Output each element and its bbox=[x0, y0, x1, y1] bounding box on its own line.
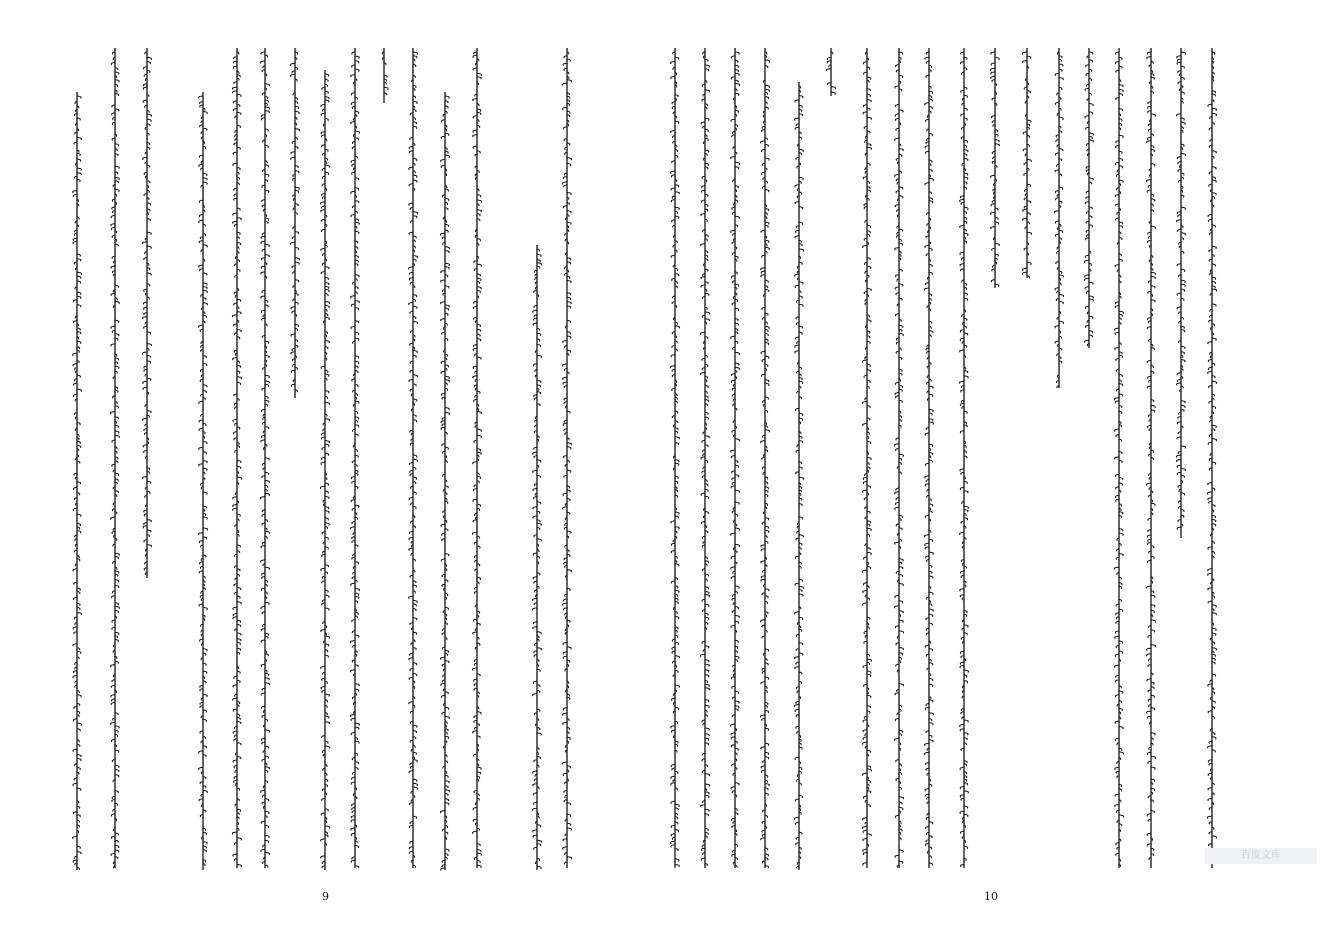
text-column bbox=[668, 48, 682, 868]
text-column bbox=[1112, 48, 1126, 868]
mongolian-text-line bbox=[824, 48, 838, 96]
mongolian-text-line bbox=[1205, 48, 1219, 868]
mongolian-text-line bbox=[377, 48, 391, 103]
mongolian-text-line bbox=[348, 48, 362, 868]
mongolian-text-line bbox=[438, 92, 452, 870]
text-column bbox=[108, 48, 122, 868]
mongolian-text-line bbox=[922, 48, 936, 868]
mongolian-text-line bbox=[230, 48, 244, 868]
mongolian-text-line bbox=[470, 48, 484, 868]
mongolian-text-line bbox=[1082, 48, 1096, 348]
text-column bbox=[70, 92, 84, 870]
text-column bbox=[957, 48, 971, 868]
page-number: 9 bbox=[322, 890, 329, 903]
text-column bbox=[470, 48, 484, 868]
text-column bbox=[377, 48, 391, 103]
text-column bbox=[530, 245, 544, 870]
text-column bbox=[406, 48, 420, 868]
mongolian-text-line bbox=[860, 48, 874, 868]
page-number: 10 bbox=[984, 890, 998, 903]
page-right bbox=[662, 0, 1324, 932]
watermark: 百度文库 bbox=[1205, 848, 1317, 864]
mongolian-text-line bbox=[1112, 48, 1126, 868]
text-column bbox=[988, 48, 1002, 288]
text-column bbox=[348, 48, 362, 868]
mongolian-text-line bbox=[108, 48, 122, 868]
text-column bbox=[1020, 48, 1034, 278]
text-column bbox=[1174, 48, 1188, 538]
text-column bbox=[728, 48, 742, 868]
text-column bbox=[1082, 48, 1096, 348]
mongolian-text-line bbox=[318, 70, 332, 870]
text-column bbox=[230, 48, 244, 868]
mongolian-text-line bbox=[406, 48, 420, 868]
text-column bbox=[860, 48, 874, 868]
mongolian-text-line bbox=[1020, 48, 1034, 278]
mongolian-text-line bbox=[988, 48, 1002, 288]
mongolian-text-line bbox=[892, 48, 906, 868]
mongolian-text-line bbox=[1174, 48, 1188, 538]
text-column bbox=[560, 48, 574, 868]
text-column bbox=[1205, 48, 1219, 868]
mongolian-text-line bbox=[1052, 48, 1066, 388]
mongolian-text-line bbox=[70, 92, 84, 870]
mongolian-text-line bbox=[957, 48, 971, 868]
mongolian-text-line bbox=[530, 245, 544, 870]
text-column bbox=[892, 48, 906, 868]
text-column bbox=[922, 48, 936, 868]
text-column bbox=[438, 92, 452, 870]
mongolian-text-line bbox=[196, 92, 210, 870]
mongolian-text-line bbox=[288, 48, 302, 398]
mongolian-text-line bbox=[560, 48, 574, 868]
mongolian-text-line bbox=[140, 48, 154, 578]
text-column bbox=[758, 48, 772, 868]
mongolian-text-line bbox=[758, 48, 772, 868]
text-column bbox=[258, 48, 272, 868]
mongolian-text-line bbox=[258, 48, 272, 868]
text-column bbox=[1144, 48, 1158, 868]
mongolian-text-line bbox=[698, 48, 712, 868]
text-column bbox=[792, 82, 806, 870]
mongolian-text-line bbox=[1144, 48, 1158, 868]
text-column bbox=[698, 48, 712, 868]
mongolian-text-line bbox=[728, 48, 742, 868]
mongolian-text-line bbox=[792, 82, 806, 870]
text-column bbox=[288, 48, 302, 398]
text-column bbox=[140, 48, 154, 578]
text-column bbox=[824, 48, 838, 96]
mongolian-text-line bbox=[668, 48, 682, 868]
text-column bbox=[196, 92, 210, 870]
text-column bbox=[1052, 48, 1066, 388]
text-column bbox=[318, 70, 332, 870]
